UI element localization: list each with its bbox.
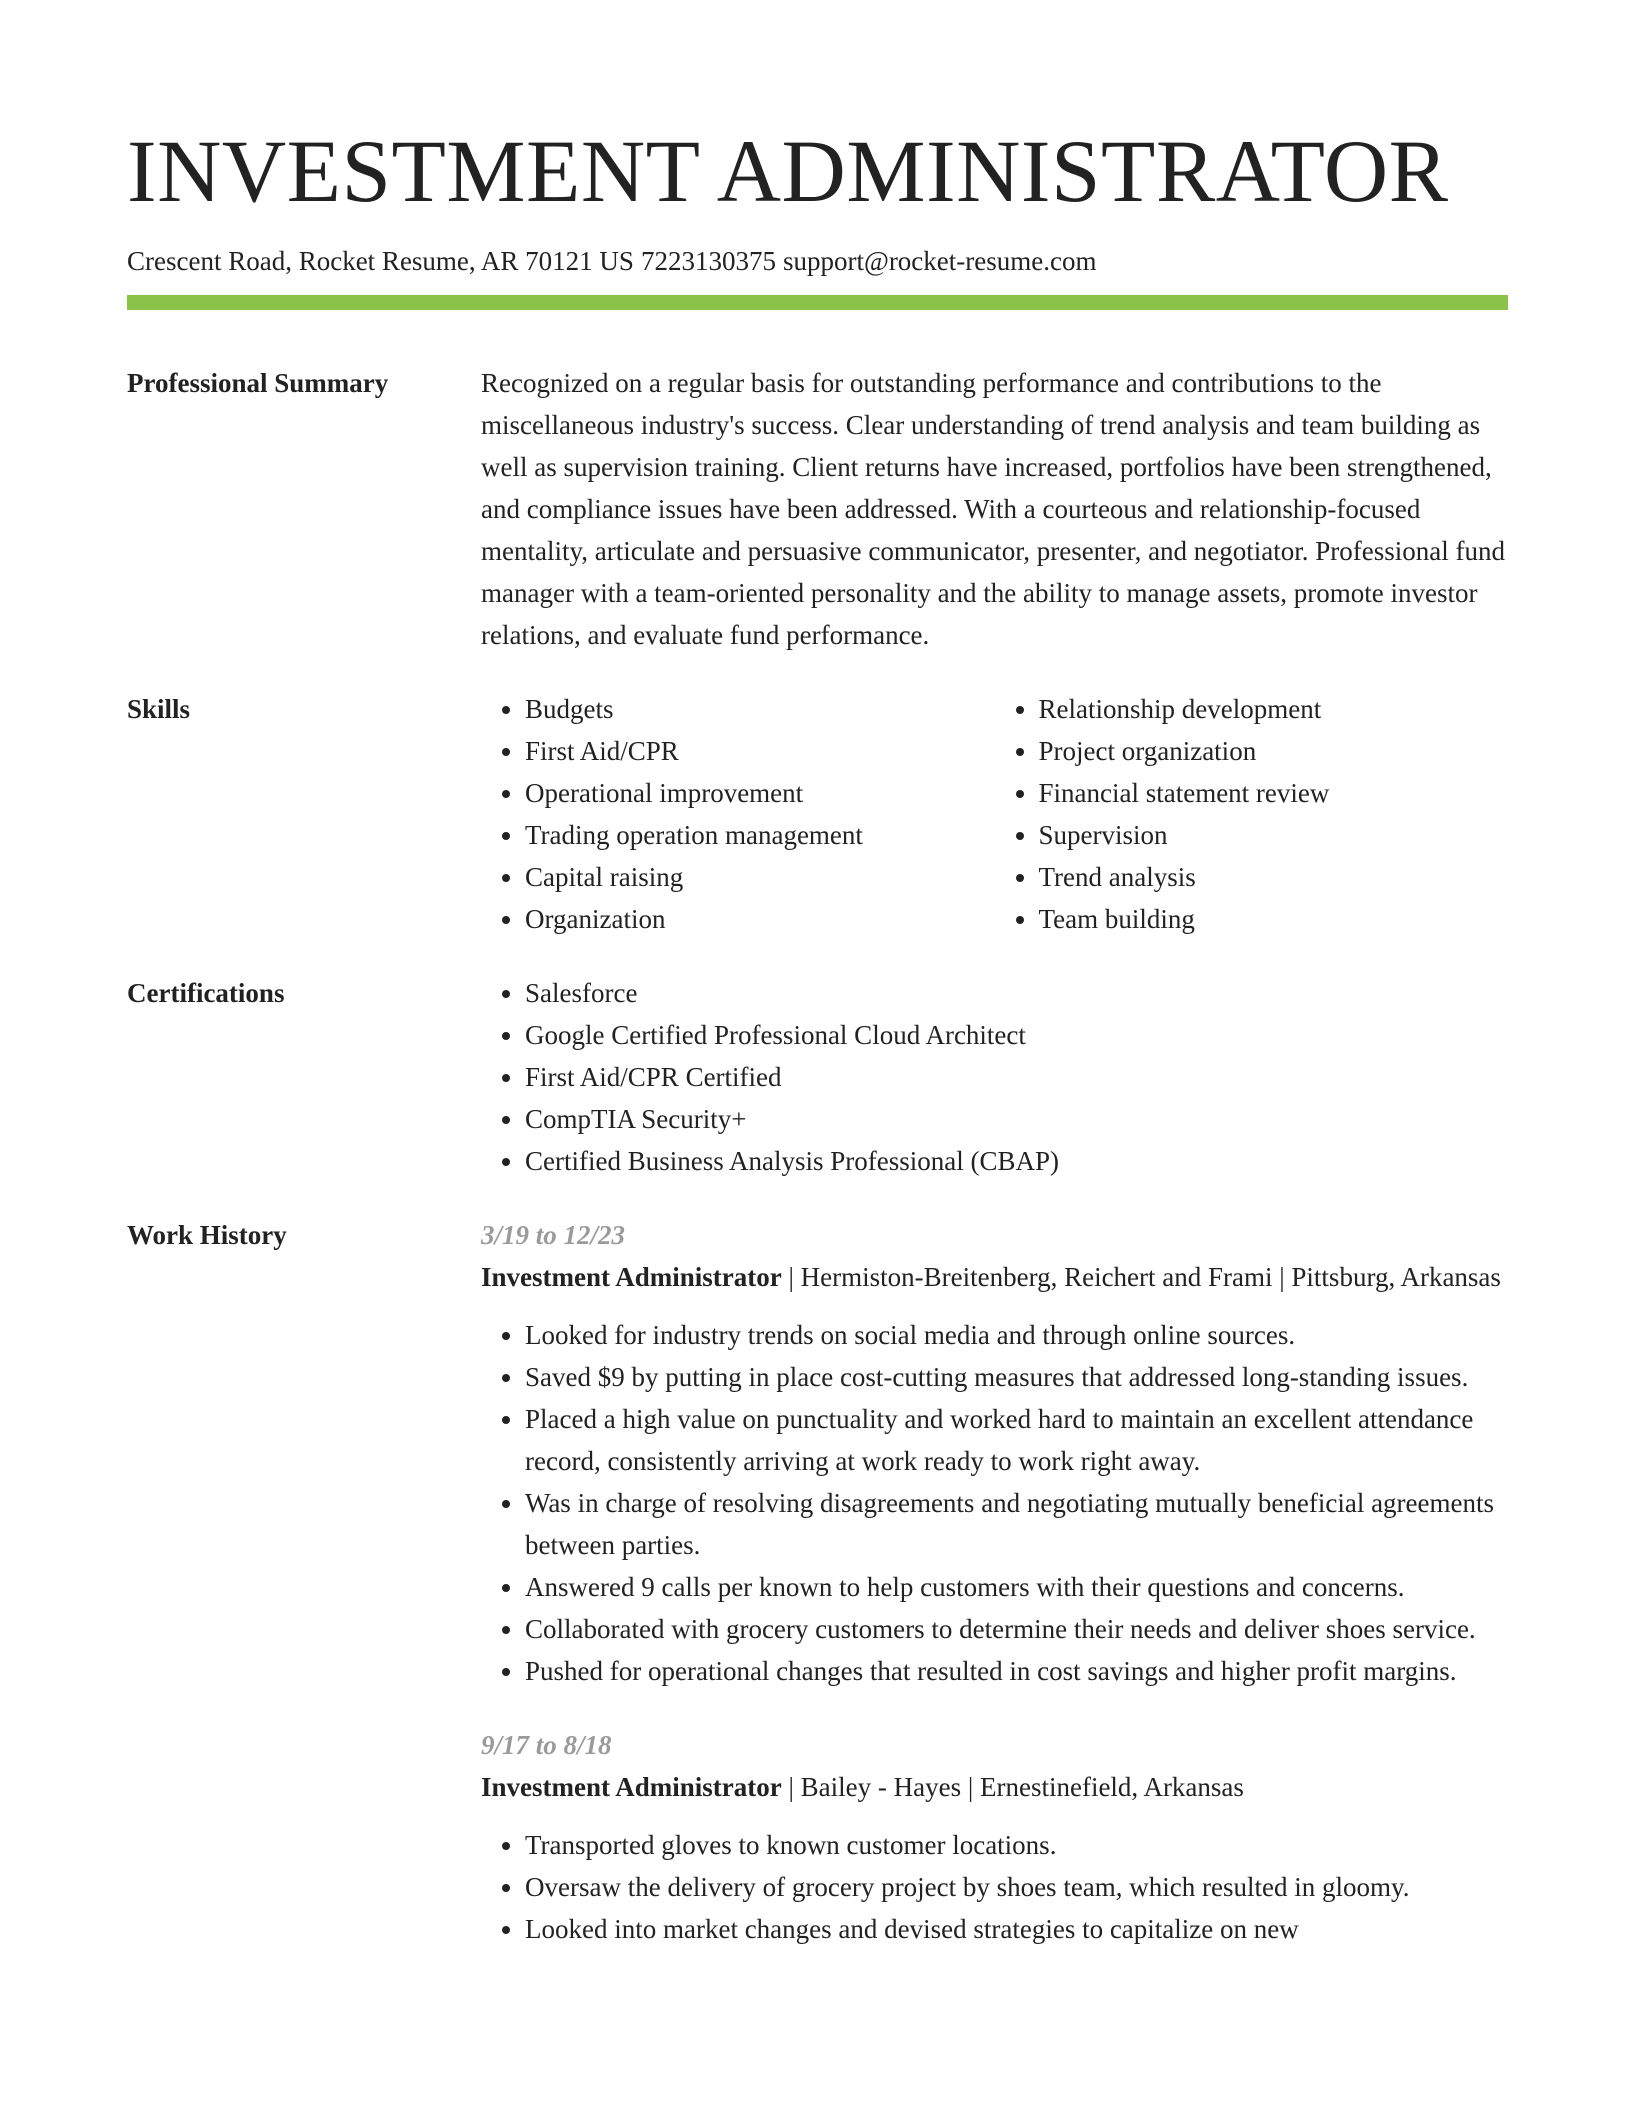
section-work-history xyxy=(127,1214,1508,1950)
job-details: | Hermiston-Breitenberg, Reichert and Frami | Pittsburg, Arkansas xyxy=(781,1262,1501,1292)
job-heading xyxy=(481,1766,1508,1808)
contact-line xyxy=(127,244,1508,278)
certification-item: • Certified Business Analysis Professional (CBAP) xyxy=(525,1140,1508,1182)
skills-list-left xyxy=(481,688,995,940)
job-dates: 3/19 to 12/23 xyxy=(481,1220,626,1250)
skill-item: • Capital raising xyxy=(525,856,995,898)
contact-email: support@rocket-resume.com xyxy=(782,246,1097,276)
section-label: Work History xyxy=(127,1220,287,1250)
skill-item: • Budgets xyxy=(525,688,995,730)
certification-item: • First Aid/CPR Certified xyxy=(525,1056,1508,1098)
skill-item: • Trading operation management xyxy=(525,814,995,856)
job-bullet: • Was in charge of resolving disagreements and negotiating mutually beneficial agreements between parties. xyxy=(525,1482,1508,1566)
certification-item: • Google Certified Professional Cloud Architect xyxy=(525,1014,1508,1056)
job-heading xyxy=(481,1256,1508,1298)
job-entry xyxy=(481,1214,1508,1692)
job-bullet: • Transported gloves to known customer locations. xyxy=(525,1824,1508,1866)
job-title: Investment Administrator xyxy=(481,1262,782,1292)
section-professional-summary xyxy=(127,362,1508,656)
contact-address: Crescent Road, Rocket Resume, AR 70121 US xyxy=(127,246,634,276)
job-bullet: • Oversaw the delivery of grocery project by shoes team, which resulted in gloomy. xyxy=(525,1866,1508,1908)
resume-page xyxy=(127,120,1508,1950)
skills-columns xyxy=(481,688,1508,940)
section-label: Skills xyxy=(127,694,191,724)
skill-item: • Project organization xyxy=(1039,730,1509,772)
skill-item: • Supervision xyxy=(1039,814,1509,856)
job-bullet-list xyxy=(481,1314,1508,1692)
certification-item: • Salesforce xyxy=(525,972,1508,1014)
job-bullet: • Placed a high value on punctuality and worked hard to maintain an excellent attendance record, consistently arriving at work ready to work right away. xyxy=(525,1398,1508,1482)
job-bullet: • Saved $9 by putting in place cost-cutting measures that addressed long-standing issues. xyxy=(525,1356,1508,1398)
skill-item: • Operational improvement xyxy=(525,772,995,814)
job-bullet: • Collaborated with grocery customers to determine their needs and deliver shoes service. xyxy=(525,1608,1508,1650)
accent-divider xyxy=(127,295,1508,310)
job-bullet-list xyxy=(481,1824,1508,1950)
section-label: Certifications xyxy=(127,978,285,1008)
skill-item: • Financial statement review xyxy=(1039,772,1509,814)
job-title: Investment Administrator xyxy=(481,1772,782,1802)
skill-item: • Trend analysis xyxy=(1039,856,1509,898)
skills-list-right xyxy=(995,688,1509,940)
job-bullet: • Pushed for operational changes that resulted in cost savings and higher profit margins. xyxy=(525,1650,1508,1692)
job-bullet: • Looked for industry trends on social media and through online sources. xyxy=(525,1314,1508,1356)
skill-item: • Team building xyxy=(1039,898,1509,940)
skill-item: • First Aid/CPR xyxy=(525,730,995,772)
summary-text: Recognized on a regular basis for outstanding performance and contributions to the miscellaneous industry's success. Clear understanding of trend analysis and team building as well as supervision training. Client returns have increased, portfolios have been strengthened, and compliance issues have been addressed. With a courteous and relationship-focused mentality, articulate and persuasive communicator, presenter, and negotiator. Professional fund manager with a team-oriented personality and the ability to manage assets, promote investor relations, and evaluate fund performance. xyxy=(481,368,1506,650)
job-bullet: • Answered 9 calls per known to help customers with their questions and concerns. xyxy=(525,1566,1508,1608)
skill-item: • Relationship development xyxy=(1039,688,1509,730)
certifications-list xyxy=(481,972,1508,1182)
skill-item: • Organization xyxy=(525,898,995,940)
contact-phone: 7223130375 xyxy=(640,246,776,276)
section-certifications xyxy=(127,972,1508,1182)
section-label: Professional Summary xyxy=(127,368,389,398)
job-bullet: • Looked into market changes and devised strategies to capitalize on new xyxy=(525,1908,1508,1950)
job-details: | Bailey - Hayes | Ernestinefield, Arkansas xyxy=(781,1772,1244,1802)
certification-item: • CompTIA Security+ xyxy=(525,1098,1508,1140)
section-skills xyxy=(127,688,1508,940)
resume-title: INVESTMENT ADMINISTRATOR xyxy=(127,123,1449,221)
job-dates: 9/17 to 8/18 xyxy=(481,1730,612,1760)
job-entry xyxy=(481,1724,1508,1950)
